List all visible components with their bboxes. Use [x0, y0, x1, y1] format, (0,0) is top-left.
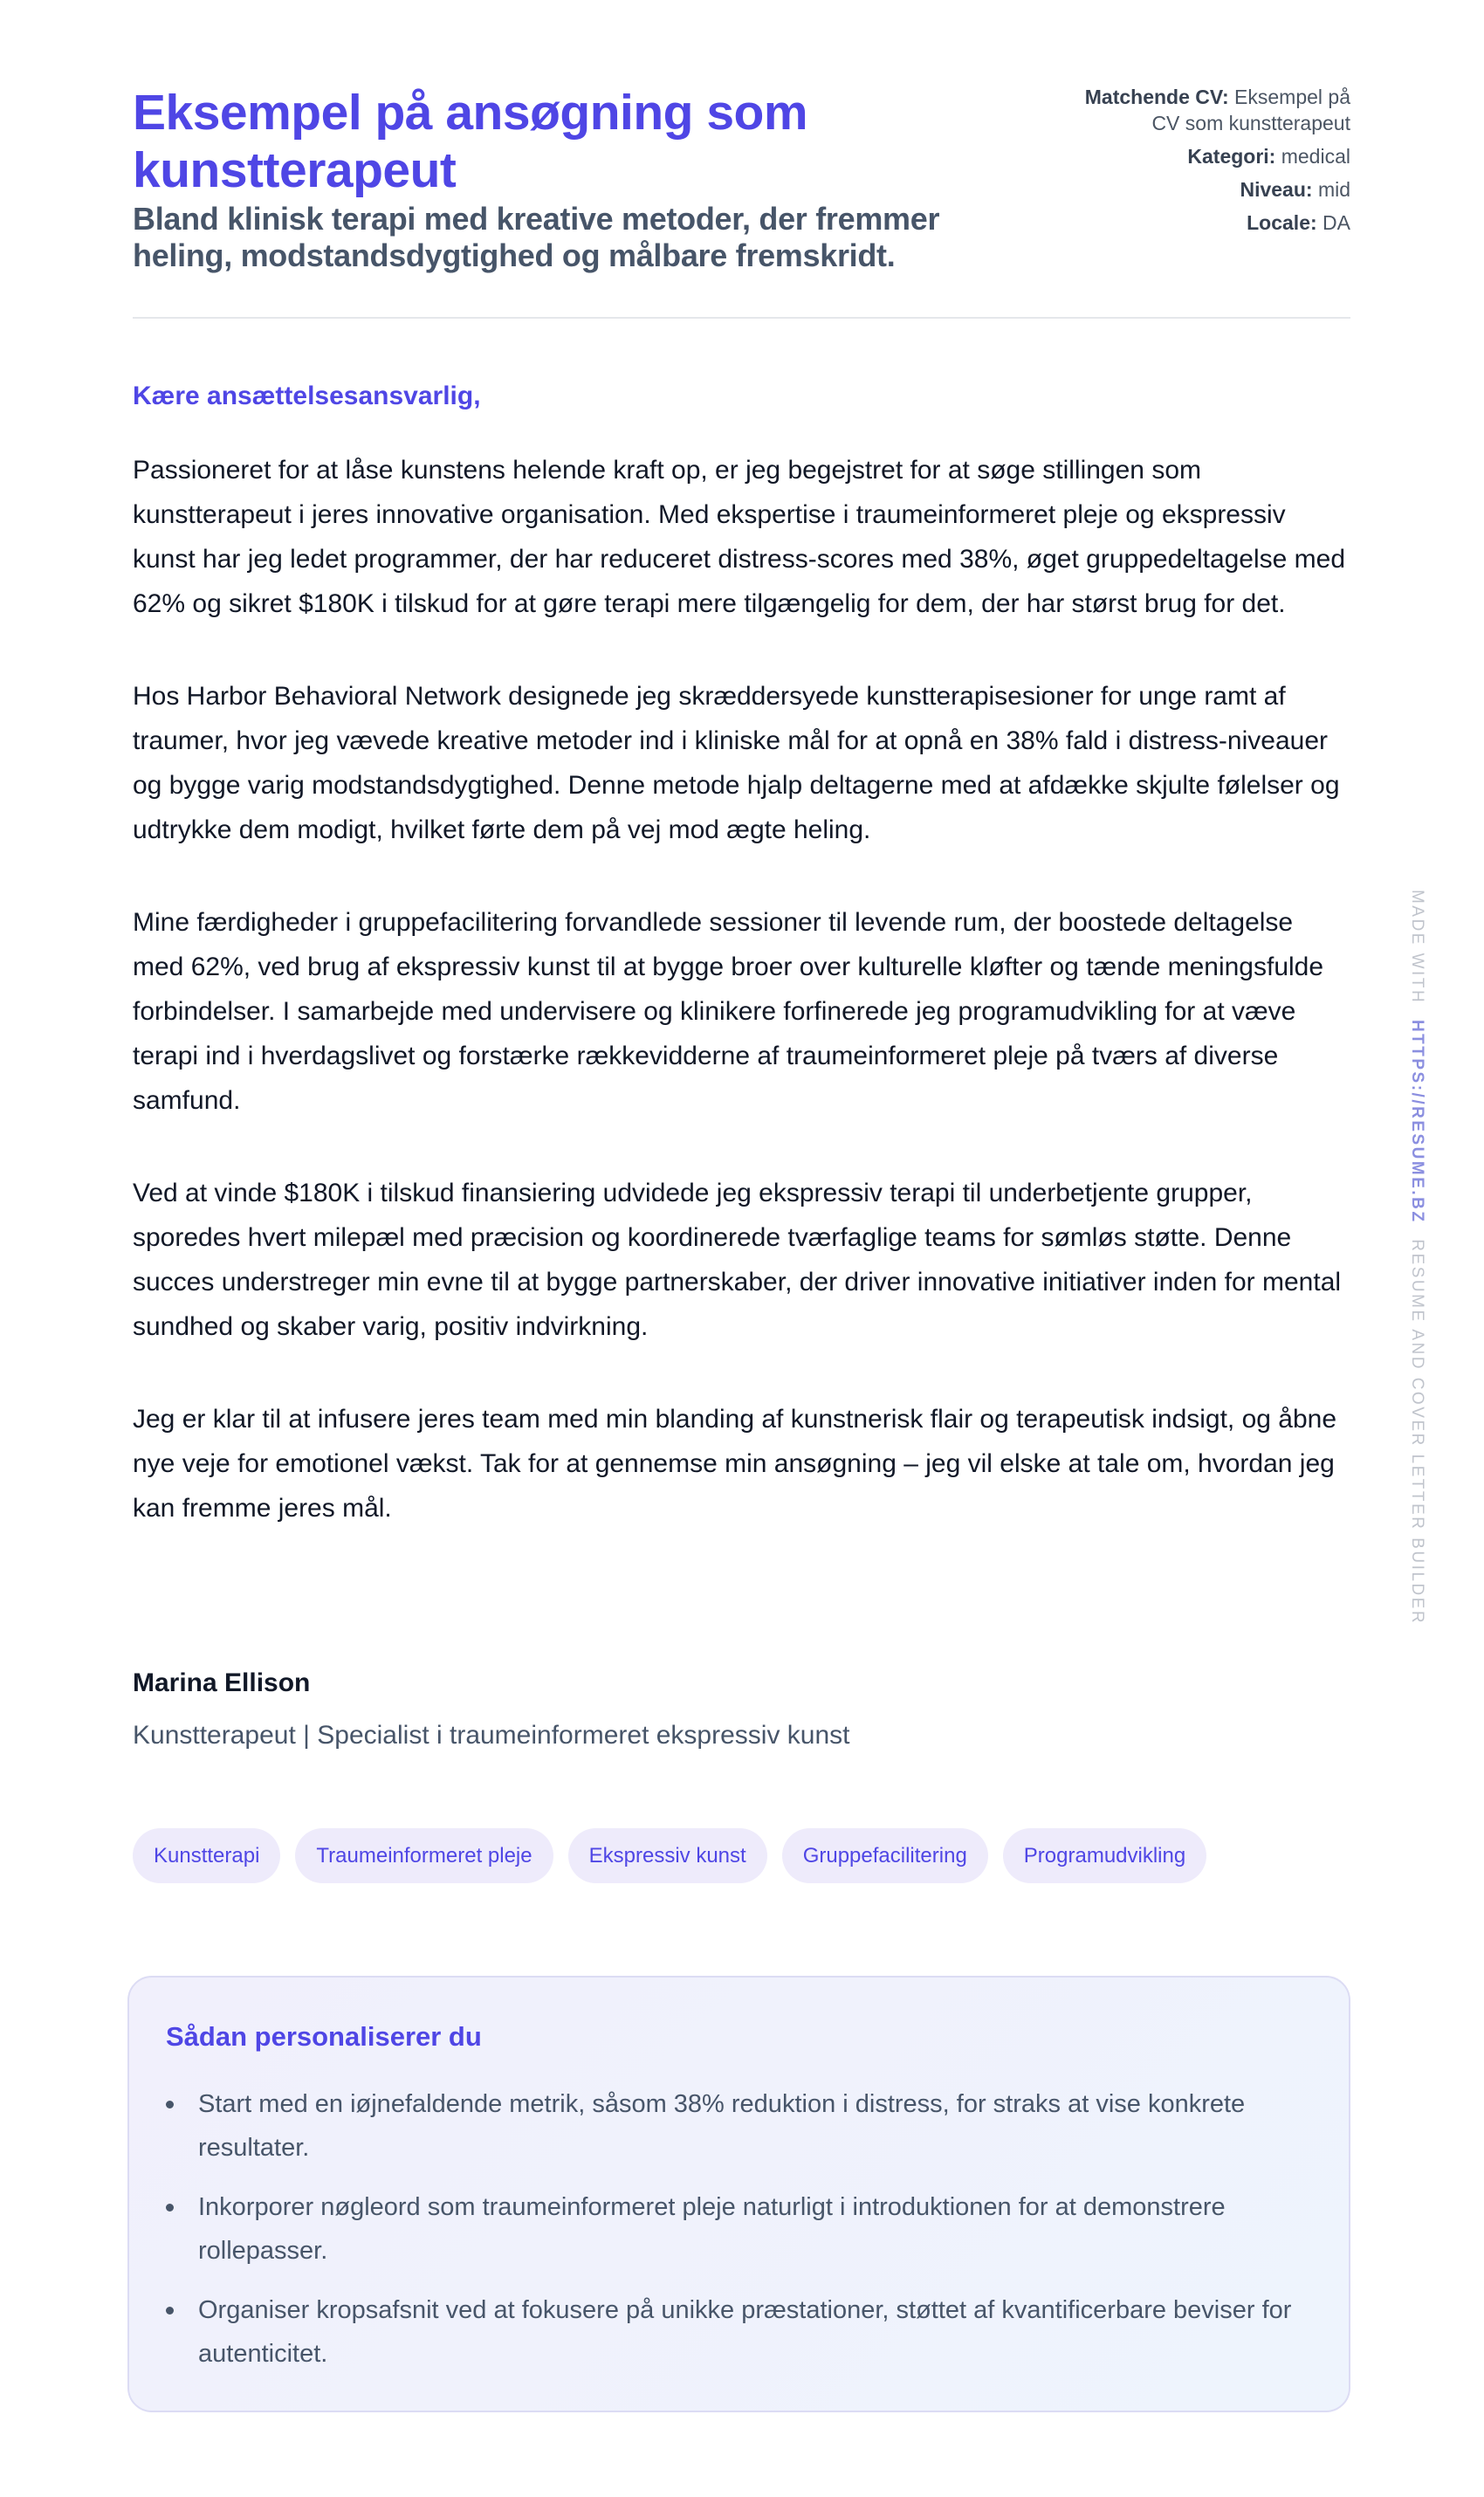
meta-locale: [1062, 210, 1350, 236]
meta-key: Kategori:: [1187, 145, 1276, 168]
watermark-link[interactable]: HTTPS://RESUME.BZ: [1408, 1019, 1426, 1224]
skill-tag: Kunstterapi: [133, 1828, 280, 1883]
letter-paragraph: Ved at vinde $180K i tilskud finansiering udvidede jeg ekspressiv terapi til underbetjente grupper, sporedes hvert milepæl med præcision og koordinerede tværfaglige teams for sømløs støtte. Denne succes understreger min evne til at bygge partnerskaber, der driver innovative initiativer inden for mental sundhed og skaber varig, positiv indvirkning.: [133, 1179, 1342, 1341]
page-title: Eksempel på ansøgning som kunstterapeut: [133, 85, 808, 198]
tip-text: Inkorporer nøgleord som traumeinformeret pleje naturligt i introduktionen for at demonstrere rollepasser.: [198, 2193, 1226, 2265]
bullet-icon: [166, 2204, 174, 2212]
letter-paragraph: Jeg er klar til at infusere jeres team med min blanding af kunstnerisk flair og terapeutisk indsigt, og åbne nye veje for emotionel vækst. Tak for at gennemse min ansøgning – jeg vil elske at tale om, hvordan jeg kan fremme jeres mål.: [133, 1405, 1337, 1523]
watermark-suffix: RESUME AND COVER LETTER BUILDER: [1408, 1239, 1426, 1626]
signature-name: Marina Ellison: [133, 1668, 311, 1697]
signature-role: Kunstterapeut | Specialist i traumeinformeret ekspressiv kunst: [133, 1721, 850, 1750]
salutation: Kære ansættelsesansvarlig,: [133, 382, 481, 410]
skill-tag: Ekspressiv kunst: [568, 1828, 767, 1883]
meta-matching-cv: [1062, 84, 1350, 136]
letter-paragraph: Mine færdigheder i gruppefacilitering forvandlede sessioner til levende rum, der boostede deltagelse med 62%, ved brug af ekspressiv kunst til at bygge broer over kulturelle kløfter og tænde meningsfulde forbindelser. I samarbejde med undervisere og klinikere forfinerede jeg programudvikling for at væve terapi ind i hverdagslivet og forstærke rækkevidderne af traumeinformeret pleje på tværs af diverse samfund.: [133, 908, 1324, 1115]
meta-value: mid: [1317, 178, 1350, 201]
tip-item: [166, 2288, 1292, 2376]
letter-paragraph: Passioneret for at låse kunstens helende kraft op, er jeg begejstret for at søge stillingen som kunstterapeut i jeres innovative organisation. Med ekspertise i traumeinformeret pleje og ekspressiv kunst har jeg ledet programmer, der har reduceret distress-scores med 38%, øget gruppedeltagelse med 62% og sikret $180K i tilskud for at gøre terapi mere tilgængelig for dem, der har størst brug for det.: [133, 456, 1346, 618]
skill-tag: Traumeinformeret pleje: [295, 1828, 553, 1883]
tip-text: Start med en iøjnefaldende metrik, såsom 38% reduktion i distress, for straks at vise konkrete resultater.: [198, 2090, 1246, 2162]
letter-body: [133, 448, 1350, 1579]
meta-value: DA: [1323, 211, 1350, 234]
meta-key: Niveau:: [1240, 178, 1313, 201]
tip-item: [166, 2082, 1292, 2170]
skill-tags: [133, 1828, 1206, 1883]
tip-item: [166, 2185, 1292, 2273]
skill-tag: Gruppefacilitering: [782, 1828, 988, 1883]
meta-level: [1062, 176, 1350, 203]
letter-paragraph: Hos Harbor Behavioral Network designede jeg skræddersyede kunstterapisesioner for unge ramt af traumer, hvor jeg vævede kreative metoder ind i kliniske mål for at opnå en 38% fald i distress-niveauer og bygge varig modstandsdygtighed. Denne metode hjalp deltagerne med at afdække skjulte følelser og udtrykke dem modigt, hvilket førte dem på vej mod ægte heling.: [133, 682, 1340, 844]
watermark: [1407, 890, 1426, 1625]
meta-category: [1062, 143, 1350, 169]
meta-value: Eksempel på CV som kunstterapeut: [1151, 86, 1350, 134]
page-header: [133, 84, 1350, 285]
tip-text: Organiser kropsafsnit ved at fokusere på unikke præstationer, støttet af kvantificerbare beviser for autenticitet.: [198, 2296, 1292, 2368]
personalization-tips: [127, 1976, 1350, 2412]
bullet-icon: [166, 2101, 174, 2108]
meta-key: Matchende CV:: [1084, 86, 1229, 108]
skill-tag: Programudvikling: [1003, 1828, 1206, 1883]
signature: [133, 1666, 1350, 1753]
bullet-icon: [166, 2307, 174, 2315]
page-subtitle: Bland klinisk terapi med kreative metoder, der fremmer heling, modstandsdygtighed og målbare fremskridt.: [133, 201, 940, 273]
meta-key: Locale:: [1247, 211, 1317, 234]
meta-info: [1062, 84, 1350, 243]
tips-title: Sådan personaliserer du: [166, 2021, 482, 2052]
watermark-prefix: MADE WITH: [1408, 889, 1426, 1005]
header-divider: [133, 317, 1350, 319]
tips-list: [166, 2082, 1312, 2376]
meta-value: medical: [1281, 145, 1350, 168]
